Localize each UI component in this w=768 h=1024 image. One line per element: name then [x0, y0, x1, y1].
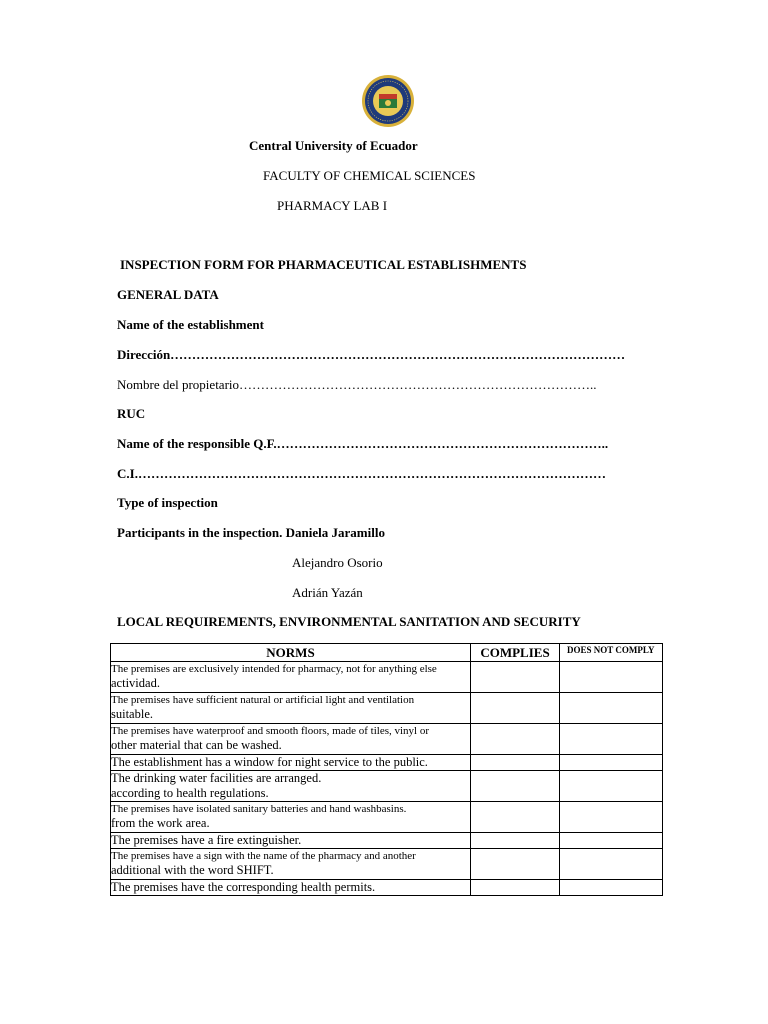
table-row — [111, 755, 663, 771]
does-not-comply-cell[interactable] — [560, 802, 663, 833]
section-title: LOCAL REQUIREMENTS, ENVIRONMENTAL SANITATION AND SECURITY — [117, 614, 581, 629]
complies-cell[interactable] — [471, 693, 560, 724]
does-not-comply-cell[interactable] — [560, 771, 663, 802]
table-row — [111, 849, 663, 880]
participant-name: Alejandro Osorio — [292, 555, 383, 570]
complies-cell[interactable] — [471, 724, 560, 755]
general-data-heading: GENERAL DATA — [117, 287, 219, 302]
norm-cell — [111, 662, 471, 693]
norm-text: other material that can be washed. — [111, 738, 282, 752]
norm-cell — [111, 693, 471, 724]
norm-text: suitable. — [111, 707, 154, 721]
participant-name: Adrián Yazán — [292, 585, 363, 600]
norm-text: according to health regulations. — [111, 786, 269, 800]
university-seal-logo — [361, 74, 415, 128]
complies-cell[interactable] — [471, 771, 560, 802]
establishment-name-label: Name of the establishment — [117, 317, 264, 332]
table-row — [111, 662, 663, 693]
does-not-comply-cell[interactable] — [560, 833, 663, 849]
does-not-comply-header: DOES NOT COMPLY — [560, 644, 663, 662]
ruc-label: RUC — [117, 406, 146, 421]
norms-header: NORMS — [111, 644, 471, 662]
faculty-name: FACULTY OF CHEMICAL SCIENCES — [263, 168, 476, 183]
norms-table — [110, 643, 663, 896]
table-header-row — [111, 644, 663, 662]
norm-cell — [111, 880, 471, 896]
table-row — [111, 833, 663, 849]
norm-text: The premises have isolated sanitary batteries and hand washbasins. — [111, 803, 407, 815]
norm-text: The establishment has a window for night service to the public. — [111, 755, 428, 769]
complies-cell[interactable] — [471, 880, 560, 896]
norm-cell — [111, 802, 471, 833]
does-not-comply-cell[interactable] — [560, 849, 663, 880]
norm-cell — [111, 833, 471, 849]
norm-text: The drinking water facilities are arranged. — [111, 771, 322, 785]
norm-cell — [111, 771, 471, 802]
complies-header: COMPLIES — [471, 644, 560, 662]
does-not-comply-cell[interactable] — [560, 724, 663, 755]
university-name: Central University of Ecuador — [249, 138, 418, 153]
table-row — [111, 693, 663, 724]
participants-label: Participants in the inspection. Daniela Jaramillo — [117, 525, 385, 540]
complies-cell[interactable] — [471, 802, 560, 833]
norm-cell — [111, 755, 471, 771]
ci-field: C.I.……………………………………………………………………………………………… — [117, 466, 606, 481]
lab-name: PHARMACY LAB I — [277, 198, 388, 213]
table-row — [111, 802, 663, 833]
inspection-type-label: Type of inspection — [117, 495, 218, 510]
does-not-comply-cell[interactable] — [560, 662, 663, 693]
norm-text: from the work area. — [111, 816, 210, 830]
complies-cell[interactable] — [471, 833, 560, 849]
form-title: INSPECTION FORM FOR PHARMACEUTICAL ESTABLISHMENTS — [120, 257, 527, 272]
complies-cell[interactable] — [471, 849, 560, 880]
norm-text: The premises have the corresponding health permits. — [111, 880, 376, 894]
table-row — [111, 724, 663, 755]
norm-text: The premises have a sign with the name of the pharmacy and another — [111, 850, 416, 862]
norm-text: actividad. — [111, 676, 160, 690]
does-not-comply-cell[interactable] — [560, 880, 663, 896]
address-field: Dirección…………………………………………………………………………………………… — [117, 347, 626, 362]
owner-field: Nombre del propietario……………………………………………………………………….. — [117, 377, 597, 392]
table-row — [111, 880, 663, 896]
complies-cell[interactable] — [471, 755, 560, 771]
norm-text: The premises have a fire extinguisher. — [111, 833, 302, 847]
norm-text: additional with the word SHIFT. — [111, 863, 274, 877]
norm-text: The premises have sufficient natural or artificial light and ventilation — [111, 694, 415, 706]
table-row — [111, 771, 663, 802]
responsible-qf-field: Name of the responsible Q.F.………………………………………………………………….. — [117, 436, 609, 451]
norm-cell — [111, 849, 471, 880]
complies-cell[interactable] — [471, 662, 560, 693]
norm-text: The premises have waterproof and smooth floors, made of tiles, vinyl or — [111, 725, 430, 737]
norm-cell — [111, 724, 471, 755]
does-not-comply-cell[interactable] — [560, 755, 663, 771]
norm-text: The premises are exclusively intended for pharmacy, not for anything else — [111, 663, 437, 675]
does-not-comply-cell[interactable] — [560, 693, 663, 724]
